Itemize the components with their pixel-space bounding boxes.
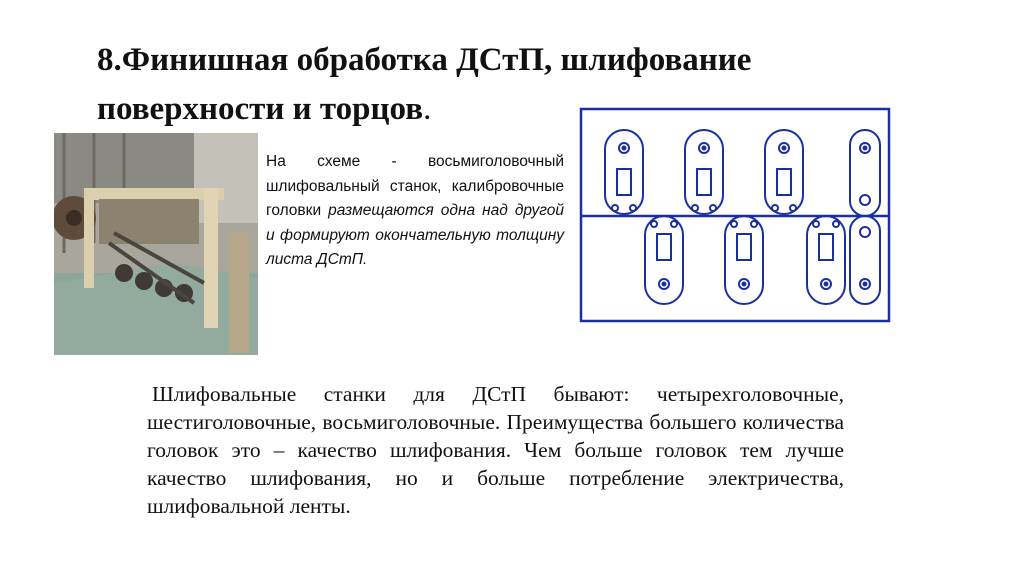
lower-head-4	[850, 216, 880, 304]
upper-head-1	[605, 130, 643, 214]
scheme-caption	[266, 150, 564, 273]
sanding-machine-photo-image	[54, 133, 258, 355]
upper-head-2	[685, 130, 723, 214]
title-line-1: 8.Финишная обработка ДСтП, шлифование	[97, 42, 752, 78]
factory-photo	[54, 133, 258, 355]
eight-head-sander-scheme	[578, 106, 892, 324]
title-period: .	[423, 91, 432, 127]
lower-head-3	[807, 216, 845, 304]
lower-head-1	[645, 216, 683, 304]
upper-head-4	[850, 130, 880, 216]
upper-head-3	[765, 130, 803, 214]
sander-diagram	[578, 106, 892, 324]
caption-normal-text: На схеме - восьмиголовочный шлифовальный станок, калибровочные головки	[266, 153, 564, 219]
lower-head-2	[725, 216, 763, 304]
body-paragraph	[147, 380, 844, 520]
title-line-2: поверхности и торцов	[97, 91, 424, 127]
body-text: Шлифовальные станки для ДСтП бывают: четырехголовочные, шестиголовочные, восьмиголовочные. Преимущества большего количества головок это – качество шлифования. Чем больше головок тем лучше качество шлифования, но и больше потребление электричества, шлифовальной ленты.	[147, 382, 844, 518]
caption-italic-text: размещаются одна над другой и формируют окончательную толщину листа ДСтП.	[266, 202, 564, 268]
